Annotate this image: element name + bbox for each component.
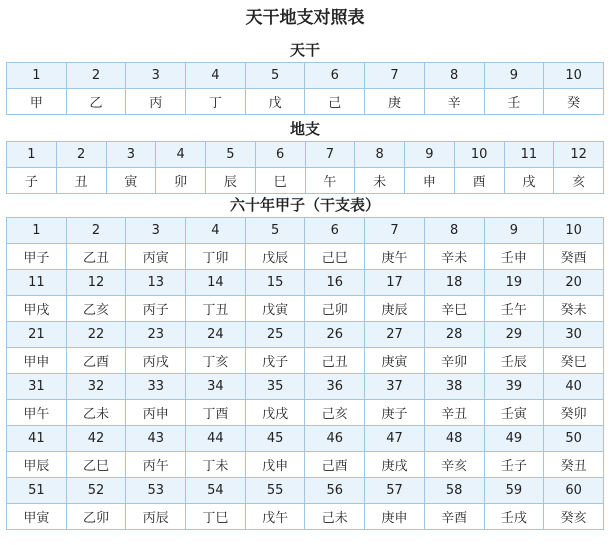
dizhi-number-row	[7, 142, 604, 168]
jiazi-number-cell: 8	[424, 218, 484, 244]
dizhi-number-cell: 11	[504, 142, 554, 168]
dizhi-name-cell: 酉	[454, 168, 504, 194]
tiangan-name-cell: 乙	[66, 89, 126, 115]
jiazi-name-cell: 丙午	[126, 452, 186, 478]
dizhi-number-cell: 1	[7, 142, 57, 168]
tiangan-number-cell: 6	[305, 63, 365, 89]
jiazi-name-cell: 己巳	[305, 244, 365, 270]
jiazi-name-cell: 辛卯	[424, 348, 484, 374]
jiazi-name-cell: 乙酉	[66, 348, 126, 374]
jiazi-number-row	[7, 218, 604, 244]
jiazi-number-cell: 5	[245, 218, 305, 244]
tiangan-name-cell: 戊	[245, 89, 305, 115]
jiazi-number-cell: 25	[245, 322, 305, 348]
jiazi-name-cell: 壬申	[484, 244, 544, 270]
jiazi-name-cell: 丁亥	[186, 348, 246, 374]
tiangan-name-cell: 癸	[544, 89, 604, 115]
jiazi-name-cell: 丙戌	[126, 348, 186, 374]
tiangan-name-cell: 甲	[7, 89, 67, 115]
tiangan-name-cell: 丙	[126, 89, 186, 115]
dizhi-number-cell: 9	[405, 142, 455, 168]
tiangan-heading: 天干	[289, 41, 320, 59]
jiazi-number-cell: 49	[484, 426, 544, 452]
jiazi-name-cell: 丁丑	[186, 296, 246, 322]
dizhi-table	[6, 141, 604, 194]
jiazi-name-cell: 癸卯	[544, 400, 604, 426]
jiazi-name-cell: 乙巳	[66, 452, 126, 478]
jiazi-number-cell: 22	[66, 322, 126, 348]
jiazi-name-row	[7, 452, 604, 478]
tiangan-number-cell: 4	[186, 63, 246, 89]
jiazi-number-cell: 15	[245, 270, 305, 296]
dizhi-number-cell: 5	[206, 142, 256, 168]
jiazi-number-row	[7, 478, 604, 504]
jiazi-heading: 六十年甲子（干支表）	[229, 196, 380, 214]
jiazi-name-row	[7, 348, 604, 374]
jiazi-name-cell: 乙亥	[66, 296, 126, 322]
jiazi-name-cell: 庚辰	[365, 296, 425, 322]
jiazi-name-cell: 己酉	[305, 452, 365, 478]
jiazi-name-cell: 戊辰	[245, 244, 305, 270]
jiazi-number-cell: 37	[365, 374, 425, 400]
dizhi-number-cell: 8	[355, 142, 405, 168]
jiazi-number-cell: 17	[365, 270, 425, 296]
jiazi-name-cell: 甲寅	[7, 504, 67, 530]
jiazi-name-cell: 辛巳	[424, 296, 484, 322]
jiazi-name-cell: 丙辰	[126, 504, 186, 530]
jiazi-name-row	[7, 244, 604, 270]
jiazi-number-cell: 47	[365, 426, 425, 452]
jiazi-number-cell: 28	[424, 322, 484, 348]
jiazi-number-cell: 44	[186, 426, 246, 452]
page-title: 天干地支对照表	[245, 8, 365, 28]
jiazi-number-row	[7, 374, 604, 400]
jiazi-name-cell: 丁酉	[186, 400, 246, 426]
dizhi-name-cell: 辰	[206, 168, 256, 194]
jiazi-name-cell: 壬寅	[484, 400, 544, 426]
jiazi-name-cell: 甲午	[7, 400, 67, 426]
jiazi-name-cell: 己未	[305, 504, 365, 530]
jiazi-number-cell: 16	[305, 270, 365, 296]
jiazi-name-cell: 丙申	[126, 400, 186, 426]
dizhi-name-cell: 寅	[106, 168, 156, 194]
jiazi-number-cell: 36	[305, 374, 365, 400]
dizhi-number-cell: 7	[305, 142, 355, 168]
jiazi-number-cell: 2	[66, 218, 126, 244]
jiazi-number-cell: 31	[7, 374, 67, 400]
jiazi-name-cell: 辛酉	[424, 504, 484, 530]
dizhi-name-cell: 午	[305, 168, 355, 194]
jiazi-number-row	[7, 322, 604, 348]
jiazi-name-row	[7, 296, 604, 322]
jiazi-number-cell: 18	[424, 270, 484, 296]
tiangan-number-cell: 10	[544, 63, 604, 89]
jiazi-number-cell: 3	[126, 218, 186, 244]
dizhi-name-cell: 丑	[56, 168, 106, 194]
tiangan-number-cell: 1	[7, 63, 67, 89]
jiazi-name-cell: 乙丑	[66, 244, 126, 270]
jiazi-name-cell: 丁卯	[186, 244, 246, 270]
tiangan-name-cell: 己	[305, 89, 365, 115]
dizhi-number-cell: 10	[454, 142, 504, 168]
jiazi-number-cell: 39	[484, 374, 544, 400]
jiazi-name-row	[7, 400, 604, 426]
dizhi-name-cell: 亥	[554, 168, 604, 194]
jiazi-number-cell: 56	[305, 478, 365, 504]
jiazi-number-cell: 48	[424, 426, 484, 452]
jiazi-name-cell: 戊申	[245, 452, 305, 478]
jiazi-number-cell: 50	[544, 426, 604, 452]
jiazi-name-cell: 戊寅	[245, 296, 305, 322]
jiazi-number-cell: 42	[66, 426, 126, 452]
jiazi-number-cell: 12	[66, 270, 126, 296]
jiazi-number-cell: 30	[544, 322, 604, 348]
jiazi-number-cell: 40	[544, 374, 604, 400]
jiazi-name-cell: 甲子	[7, 244, 67, 270]
dizhi-name-cell: 申	[405, 168, 455, 194]
jiazi-number-cell: 59	[484, 478, 544, 504]
tiangan-name-cell: 丁	[186, 89, 246, 115]
jiazi-name-cell: 壬午	[484, 296, 544, 322]
jiazi-number-cell: 55	[245, 478, 305, 504]
jiazi-number-cell: 43	[126, 426, 186, 452]
jiazi-number-cell: 6	[305, 218, 365, 244]
jiazi-name-cell: 丙子	[126, 296, 186, 322]
tiangan-name-row	[7, 89, 604, 115]
jiazi-name-cell: 乙未	[66, 400, 126, 426]
jiazi-name-cell: 己卯	[305, 296, 365, 322]
jiazi-number-cell: 57	[365, 478, 425, 504]
jiazi-number-cell: 13	[126, 270, 186, 296]
jiazi-number-cell: 24	[186, 322, 246, 348]
jiazi-number-cell: 21	[7, 322, 67, 348]
jiazi-number-cell: 11	[7, 270, 67, 296]
jiazi-name-cell: 壬戌	[484, 504, 544, 530]
dizhi-name-cell: 戌	[504, 168, 554, 194]
jiazi-name-cell: 癸亥	[544, 504, 604, 530]
jiazi-table	[6, 217, 604, 530]
jiazi-name-cell: 己亥	[305, 400, 365, 426]
jiazi-name-cell: 甲戌	[7, 296, 67, 322]
jiazi-number-cell: 4	[186, 218, 246, 244]
tiangan-number-cell: 7	[365, 63, 425, 89]
jiazi-number-cell: 9	[484, 218, 544, 244]
jiazi-name-cell: 庚申	[365, 504, 425, 530]
jiazi-number-cell: 14	[186, 270, 246, 296]
jiazi-number-cell: 52	[66, 478, 126, 504]
dizhi-heading: 地支	[289, 120, 320, 138]
jiazi-number-cell: 10	[544, 218, 604, 244]
jiazi-number-cell: 38	[424, 374, 484, 400]
tiangan-name-cell: 辛	[424, 89, 484, 115]
tiangan-number-row	[7, 63, 604, 89]
tiangan-name-cell: 壬	[484, 89, 544, 115]
jiazi-number-cell: 27	[365, 322, 425, 348]
dizhi-name-cell: 子	[7, 168, 57, 194]
tiangan-number-cell: 3	[126, 63, 186, 89]
tiangan-number-cell: 5	[245, 63, 305, 89]
jiazi-number-cell: 34	[186, 374, 246, 400]
tiangan-table	[6, 62, 604, 115]
jiazi-number-cell: 41	[7, 426, 67, 452]
jiazi-name-cell: 庚午	[365, 244, 425, 270]
jiazi-name-cell: 己丑	[305, 348, 365, 374]
jiazi-name-cell: 庚寅	[365, 348, 425, 374]
jiazi-number-cell: 45	[245, 426, 305, 452]
jiazi-name-cell: 癸巳	[544, 348, 604, 374]
jiazi-name-cell: 壬子	[484, 452, 544, 478]
dizhi-name-cell: 未	[355, 168, 405, 194]
dizhi-name-row	[7, 168, 604, 194]
jiazi-name-cell: 丁未	[186, 452, 246, 478]
jiazi-name-cell: 戊子	[245, 348, 305, 374]
jiazi-name-cell: 癸未	[544, 296, 604, 322]
jiazi-number-cell: 51	[7, 478, 67, 504]
jiazi-name-cell: 癸丑	[544, 452, 604, 478]
tiangan-name-cell: 庚	[365, 89, 425, 115]
dizhi-name-cell: 巳	[255, 168, 305, 194]
tiangan-number-cell: 2	[66, 63, 126, 89]
jiazi-number-cell: 7	[365, 218, 425, 244]
jiazi-name-row	[7, 504, 604, 530]
dizhi-name-cell: 卯	[156, 168, 206, 194]
jiazi-name-cell: 癸酉	[544, 244, 604, 270]
jiazi-number-cell: 29	[484, 322, 544, 348]
jiazi-number-cell: 35	[245, 374, 305, 400]
jiazi-number-cell: 26	[305, 322, 365, 348]
dizhi-number-cell: 4	[156, 142, 206, 168]
jiazi-number-cell: 54	[186, 478, 246, 504]
jiazi-number-cell: 33	[126, 374, 186, 400]
jiazi-name-cell: 乙卯	[66, 504, 126, 530]
jiazi-number-cell: 32	[66, 374, 126, 400]
jiazi-name-cell: 戊午	[245, 504, 305, 530]
jiazi-name-cell: 壬辰	[484, 348, 544, 374]
tiangan-number-cell: 8	[424, 63, 484, 89]
tiangan-number-cell: 9	[484, 63, 544, 89]
jiazi-name-cell: 辛丑	[424, 400, 484, 426]
jiazi-name-cell: 辛亥	[424, 452, 484, 478]
jiazi-name-cell: 辛未	[424, 244, 484, 270]
jiazi-name-cell: 甲辰	[7, 452, 67, 478]
dizhi-number-cell: 6	[255, 142, 305, 168]
jiazi-name-cell: 戊戌	[245, 400, 305, 426]
dizhi-number-cell: 2	[56, 142, 106, 168]
dizhi-number-cell: 3	[106, 142, 156, 168]
dizhi-number-cell: 12	[554, 142, 604, 168]
jiazi-number-cell: 60	[544, 478, 604, 504]
jiazi-number-cell: 46	[305, 426, 365, 452]
jiazi-number-cell: 53	[126, 478, 186, 504]
jiazi-number-cell: 19	[484, 270, 544, 296]
jiazi-name-cell: 甲申	[7, 348, 67, 374]
jiazi-name-cell: 丙寅	[126, 244, 186, 270]
jiazi-name-cell: 庚子	[365, 400, 425, 426]
jiazi-name-cell: 庚戌	[365, 452, 425, 478]
jiazi-number-cell: 20	[544, 270, 604, 296]
jiazi-number-row	[7, 426, 604, 452]
jiazi-number-cell: 23	[126, 322, 186, 348]
jiazi-number-cell: 58	[424, 478, 484, 504]
jiazi-number-cell: 1	[7, 218, 67, 244]
jiazi-name-cell: 丁巳	[186, 504, 246, 530]
jiazi-number-row	[7, 270, 604, 296]
